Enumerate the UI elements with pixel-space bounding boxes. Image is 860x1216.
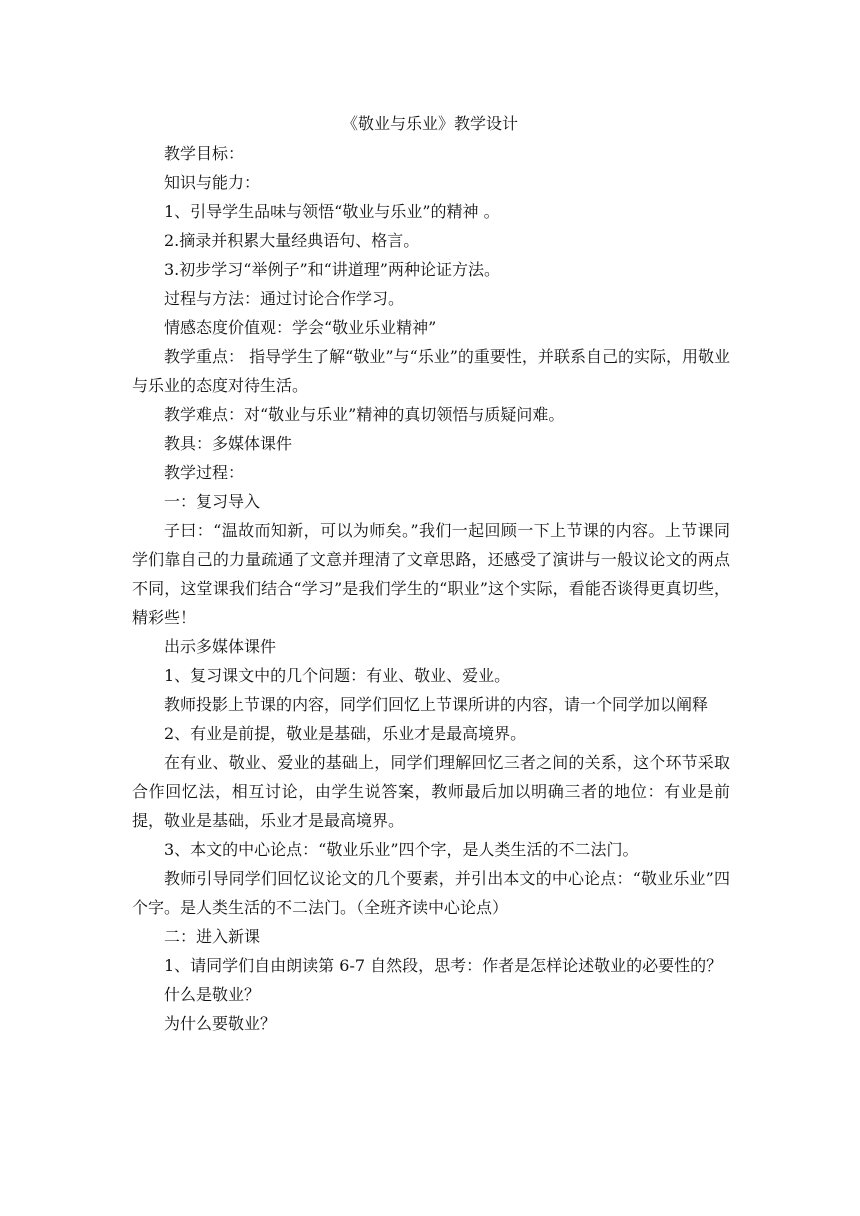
paragraph: 教师投影上节课的内容，同学们回忆上节课所讲的内容，请一个同学加以阐释	[164, 695, 709, 714]
paragraph: 教学过程：	[164, 463, 245, 482]
paragraph: 教学重点： 指导学生了解“敬业”与“乐业”的重要性，并联系自己的实际，用敬业与乐业的态度对待生活。	[132, 347, 730, 395]
paragraph: 为什么要敬业？	[164, 1014, 277, 1033]
document-body	[132, 139, 730, 1038]
paragraph: 教学难点：对“敬业与乐业”精神的真切领悟与质疑问难。	[164, 405, 565, 424]
paragraph: 2、有业是前提，敬业是基础，乐业才是最高境界。	[164, 724, 527, 743]
paragraph: 出示多媒体课件	[164, 637, 277, 656]
paragraph: 1、复习课文中的几个问题：有业、敬业、爱业。	[164, 666, 511, 685]
paragraph: 一：复习导入	[164, 492, 261, 511]
paragraph: 什么是敬业？	[164, 985, 261, 1004]
paragraph: 3.初步学习“举例子”和“讲道理”两种论证方法。	[164, 260, 500, 279]
paragraph: 1、请同学们自由朗读第 6-7 自然段，思考：作者是怎样论述敬业的必要性的？	[164, 956, 723, 975]
document-title: 《敬业与乐业》教学设计	[341, 114, 518, 133]
paragraph: 过程与方法：通过讨论合作学习。	[164, 289, 405, 308]
paragraph: 3、本文的中心论点：“敬业乐业”四个字，是人类生活的不二法门。	[164, 840, 639, 859]
paragraph: 教具：多媒体课件	[164, 434, 293, 453]
paragraph: 2.摘录并积累大量经典语句、格言。	[164, 231, 420, 250]
paragraph: 教学目标：	[164, 144, 245, 163]
paragraph: 在有业、敬业、爱业的基础上，同学们理解回忆三者之间的关系，这个环节采取合作回忆法，相互讨论，由学生说答案，教师最后加以明确三者的地位：有业是前提，敬业是基础，乐业才是最高境界。	[132, 753, 730, 830]
paragraph: 情感态度价值观：学会“敬业乐业精神”	[164, 318, 437, 337]
paragraph: 教师引导同学们回忆议论文的几个要素，并引出本文的中心论点：“敬业乐业”四个字。是人类生活的不二法门。（全班齐读中心论点）	[132, 869, 730, 917]
paragraph: 1、引导学生品味与领悟“敬业与乐业”的精神 。	[164, 202, 500, 221]
paragraph: 子曰：“温故而知新，可以为师矣。”我们一起回顾一下上节课的内容。上节课同学们靠自己的力量疏通了文意并理清了文章思路，还感受了演讲与一般议论文的两点不同，这堂课我们结合“学习”是我们学生的“职业”这个实际，看能否谈得更真切些，精彩些！	[132, 521, 730, 627]
paragraph: 二：进入新课	[164, 927, 261, 946]
paragraph: 知识与能力：	[164, 173, 261, 192]
